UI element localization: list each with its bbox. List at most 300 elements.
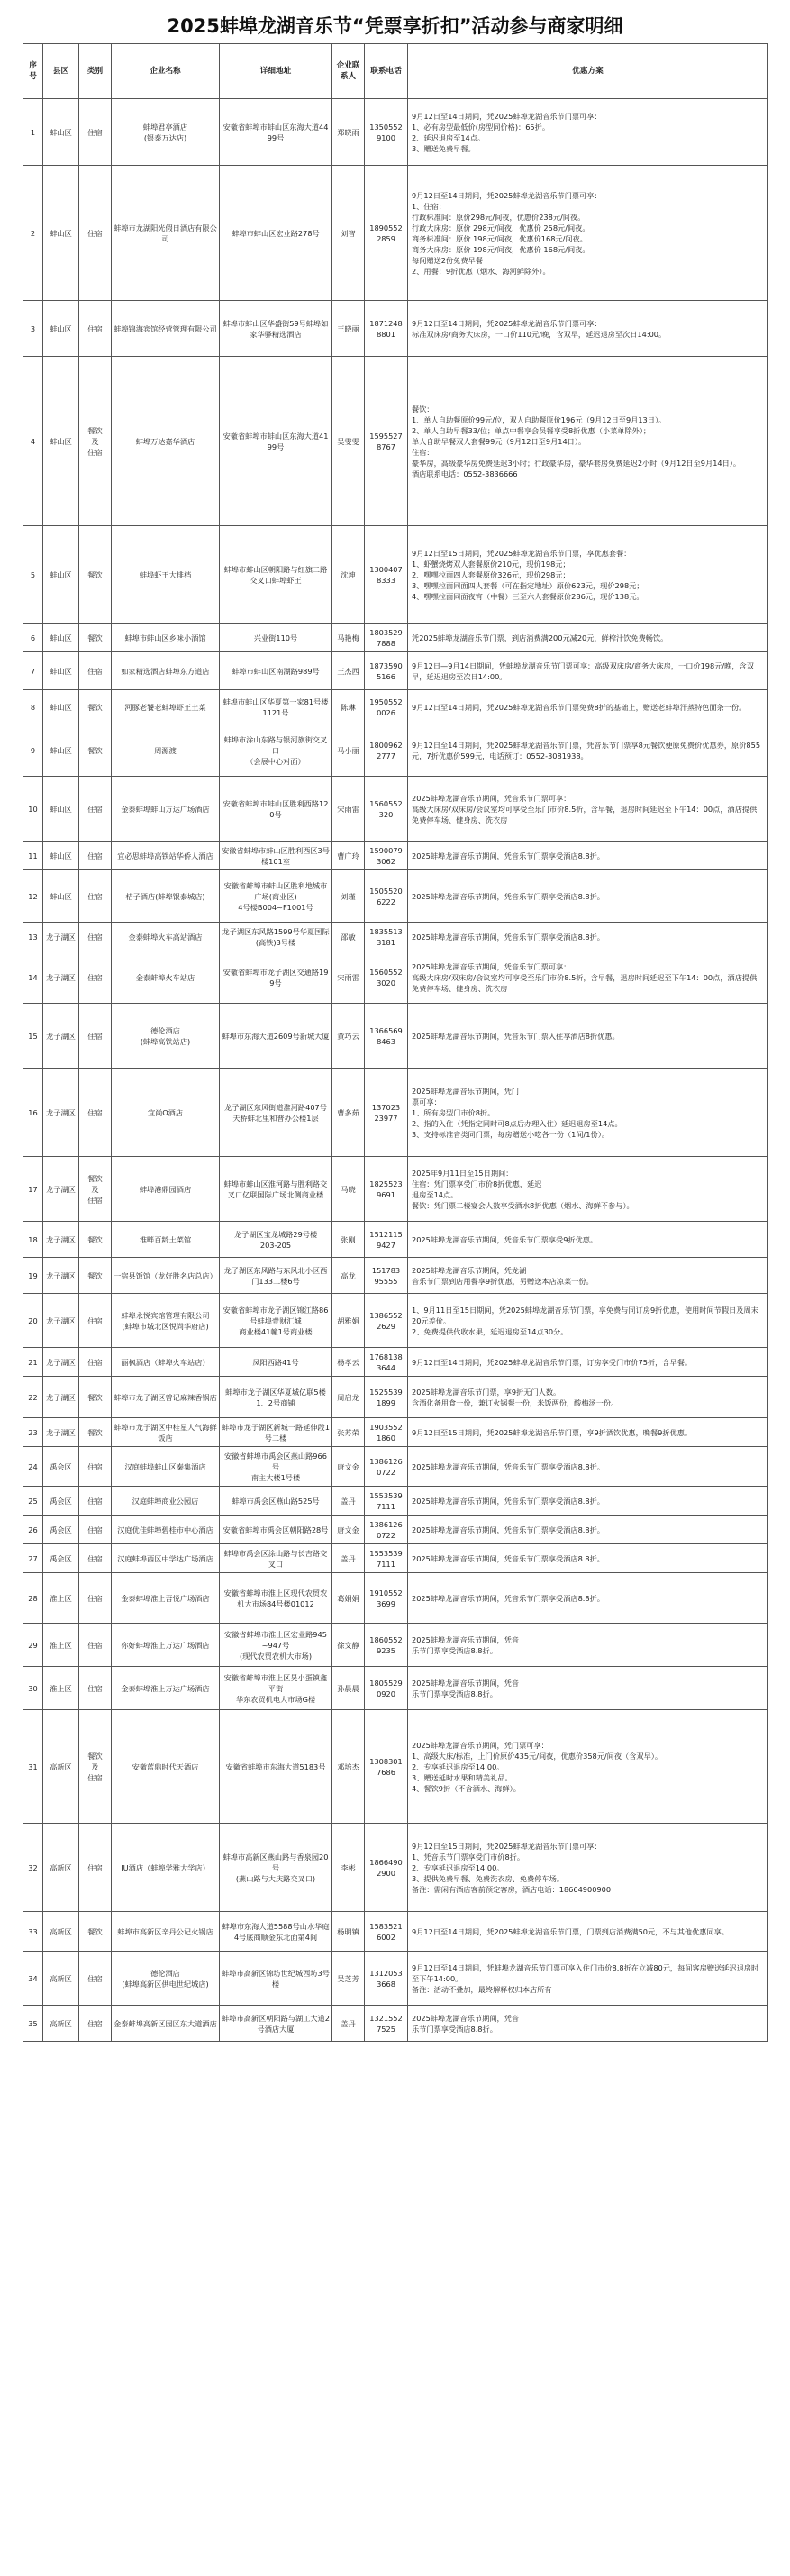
- row-address: 安徽省蚌埠市禹会区朝阳路28号: [220, 1516, 332, 1544]
- row-phone: 1903552 1860: [365, 1418, 408, 1447]
- row-plan: 2025蚌埠龙湖音乐节期间，凭音 乐节门票享受酒店8.8折。: [408, 1667, 768, 1710]
- row-district: 龙子湖区: [43, 1418, 79, 1447]
- row-no: 34: [23, 1952, 43, 2006]
- row-contact: 邵敏: [332, 923, 365, 951]
- row-contact: 王晓丽: [332, 301, 365, 357]
- row-plan: 2025蚌埠龙湖音乐节期间，凭音乐节门票享受酒店8.8折。: [408, 1516, 768, 1544]
- row-category: 餐饮 及 住宿: [79, 1157, 112, 1222]
- row-no: 6: [23, 624, 43, 652]
- table-row: [23, 1418, 768, 1447]
- table-row: [23, 1710, 768, 1824]
- row-name: 金泰蚌埠高新区园区东大道酒店: [112, 2006, 220, 2042]
- row-plan: 2025蚌埠龙湖音乐节期间，凭音乐节门票入住享酒店8折优惠。: [408, 1004, 768, 1069]
- row-category: 住宿: [79, 2006, 112, 2042]
- header-no: 序号: [23, 44, 43, 99]
- table-row: [23, 1222, 768, 1258]
- row-category: 住宿: [79, 951, 112, 1004]
- row-category: 住宿: [79, 842, 112, 870]
- row-phone: 1768138 3644: [365, 1348, 408, 1377]
- row-name: 蚌埠君亭酒店 (银泰万达店): [112, 99, 220, 166]
- row-address: 蚌埠市禹会区燕山路525号: [220, 1487, 332, 1516]
- table-row: [23, 1069, 768, 1157]
- row-category: 住宿: [79, 166, 112, 301]
- table-row: [23, 690, 768, 724]
- row-contact: 胡雅娟: [332, 1294, 365, 1348]
- table-row: [23, 1377, 768, 1418]
- row-name: 蚌埠市龙湖阳光假日酒店有限公司: [112, 166, 220, 301]
- row-district: 禹会区: [43, 1487, 79, 1516]
- row-category: 住宿: [79, 1294, 112, 1348]
- row-plan: 2025蚌埠龙湖音乐节期间，凭音乐节门票享受酒店8.8折。: [408, 1447, 768, 1487]
- row-contact: 陈琳: [332, 690, 365, 724]
- row-contact: 沈坤: [332, 526, 365, 624]
- row-plan: 2025蚌埠龙湖音乐节期间，凭音乐节门票享受酒店8.8折。: [408, 1487, 768, 1516]
- row-no: 3: [23, 301, 43, 357]
- row-contact: 李彬: [332, 1824, 365, 1912]
- row-district: 淮上区: [43, 1667, 79, 1710]
- table-row: [23, 1544, 768, 1573]
- row-phone: 1553539 7111: [365, 1487, 408, 1516]
- row-plan: 2025蚌埠龙湖音乐节门票，享9折无门人数。 含酒化备用食一份，兼订火锅餐一份，米饭两份，酸梅汤一份。: [408, 1377, 768, 1418]
- table-row: [23, 1573, 768, 1624]
- row-phone: 1386126 0722: [365, 1516, 408, 1544]
- row-phone: 1871248 8801: [365, 301, 408, 357]
- row-address: 蚌埠市蚌山区南湖路989号: [220, 652, 332, 690]
- row-plan: 9月12日至14日期间，凭2025蚌埠龙湖音乐节门票可享： 标准双床房/商务大床房，一口价110元/晚，含双早，延迟退房至次日14:00。: [408, 301, 768, 357]
- row-no: 31: [23, 1710, 43, 1824]
- row-category: 住宿: [79, 1667, 112, 1710]
- table-row: [23, 2006, 768, 2042]
- row-address: 安徽省蚌埠市蚌山区东海大道4199号: [220, 357, 332, 526]
- row-contact: 邓培杰: [332, 1710, 365, 1824]
- row-phone: 1950552 0026: [365, 690, 408, 724]
- header-phone: 联系电话: [365, 44, 408, 99]
- row-address: 蚌埠市高新区朝阳路与湖工大道2号酒店大厦: [220, 2006, 332, 2042]
- row-name: 蚌埠市龙子湖区曾记麻辣香锅店: [112, 1377, 220, 1418]
- row-category: 餐饮 及 住宿: [79, 357, 112, 526]
- row-phone: 1805529 0920: [365, 1667, 408, 1710]
- row-phone: 1525539 1899: [365, 1377, 408, 1418]
- row-plan: 2025蚌埠龙湖音乐节期间，凭音乐节门票可享： 高级大床房/双床房/会议室均可享受至乐门市价8.5折，含早餐，退房时间延迟至下午14：00点，酒店提供免费停车场、健身房、洗衣房: [408, 951, 768, 1004]
- table-row: [23, 526, 768, 624]
- row-contact: 徐文静: [332, 1624, 365, 1667]
- row-no: 20: [23, 1294, 43, 1348]
- row-contact: 唐文金: [332, 1447, 365, 1487]
- row-address: 安徽省蚌埠市龙子湖区锦江路86号蚌埠壹财汇城 商业楼41幢1号商业楼: [220, 1294, 332, 1348]
- row-name: 金泰蚌埠蚌山万达广场酒店: [112, 777, 220, 842]
- row-phone: 1505520 6222: [365, 870, 408, 923]
- row-no: 28: [23, 1573, 43, 1624]
- row-contact: 宋雨雷: [332, 951, 365, 1004]
- row-no: 10: [23, 777, 43, 842]
- row-address: 蚌埠市蚌山区宏业路278号: [220, 166, 332, 301]
- row-name: 淮畔百龄土菜馆: [112, 1222, 220, 1258]
- row-category: 餐饮: [79, 1377, 112, 1418]
- row-no: 21: [23, 1348, 43, 1377]
- header-row: [23, 44, 768, 99]
- row-district: 蚌山区: [43, 99, 79, 166]
- table-row: [23, 1348, 768, 1377]
- row-address: 蚌埠市蚌山区华盛街59号蚌埠如家华驿精选酒店: [220, 301, 332, 357]
- row-contact: 马艳梅: [332, 624, 365, 652]
- row-phone: 1386126 0722: [365, 1447, 408, 1487]
- header-plan: 优惠方案: [408, 44, 768, 99]
- header-district: 县区: [43, 44, 79, 99]
- row-plan: 2025蚌埠龙湖音乐节期间，凭门 票可享： 1、所有房型门市价8折。 2、指的入住（凭指定同时可8点后办理入住）延迟退房至14点。 3、支持标准音类同门票，每房赠送小吃各一份（1间/1份）。: [408, 1069, 768, 1157]
- row-plan: 2025蚌埠龙湖音乐节期间，凭音乐节门票享受酒店8.8折。: [408, 1573, 768, 1624]
- row-contact: 吴雯雯: [332, 357, 365, 526]
- row-category: 住宿: [79, 1487, 112, 1516]
- row-no: 19: [23, 1258, 43, 1294]
- row-phone: 1312053 3668: [365, 1952, 408, 2006]
- row-address: 安徽省蚌埠市蚌山区胜利西区3号楼101室: [220, 842, 332, 870]
- row-address: 蚌埠市蚌山区华夏第一家81号楼1121号: [220, 690, 332, 724]
- row-district: 蚌山区: [43, 842, 79, 870]
- row-district: 龙子湖区: [43, 951, 79, 1004]
- row-plan: 9月12日至14日期间，凭2025蚌埠龙湖音乐节门票可享： 1、住宿： 行政标准间：原价298元/间夜，优惠价238元/间夜。 行政大床房：原价 298元/间夜，优惠价 258元/间夜。 商务标准间：原价 198元/间夜，优惠价168元/间夜。 商务大床房：原价 198元/间夜，优惠价 168元/间夜。 每间赠送2份免费早餐 2、用餐：9折优惠（烟水、海河鲜除外）。: [408, 166, 768, 301]
- row-contact: 郑晓雨: [332, 99, 365, 166]
- row-contact: 宋雨雷: [332, 777, 365, 842]
- table-row: [23, 1952, 768, 2006]
- row-phone: 1300407 8333: [365, 526, 408, 624]
- row-district: 龙子湖区: [43, 1258, 79, 1294]
- header-name: 企业名称: [112, 44, 220, 99]
- row-address: 蚌埠市龙子湖区华夏城亿联5楼1、2号商铺: [220, 1377, 332, 1418]
- row-plan: 2025蚌埠龙湖音乐节期间，凭音乐节门票享受酒店8.8折。: [408, 1544, 768, 1573]
- row-plan: 2025蚌埠龙湖音乐节期间，凭音乐节门票享受酒店8.8折。: [408, 842, 768, 870]
- row-contact: 马小丽: [332, 724, 365, 777]
- row-category: 餐饮: [79, 1222, 112, 1258]
- row-name: 蚌埠万达嘉华酒店: [112, 357, 220, 526]
- row-district: 龙子湖区: [43, 1348, 79, 1377]
- row-district: 蚌山区: [43, 624, 79, 652]
- row-category: 住宿: [79, 777, 112, 842]
- row-phone: 1386552 2629: [365, 1294, 408, 1348]
- row-phone: 1800962 2777: [365, 724, 408, 777]
- row-address: 安徽省蚌埠市蚌山区东海大道4499号: [220, 99, 332, 166]
- row-address: 蚌埠市禹会区涂山路与长吉路交叉口: [220, 1544, 332, 1573]
- row-name: 蚌埠市高新区辛丹公记火锅店: [112, 1912, 220, 1952]
- row-address: 蚌埠市高新区锦坊世纪城西坊3号楼: [220, 1952, 332, 2006]
- table-row: [23, 1004, 768, 1069]
- row-category: 餐饮 及 住宿: [79, 1710, 112, 1824]
- row-plan: 2025年9月11日至15日期间： 住宿：凭门票享受门市价8折优惠，延迟 退房至14点。 餐饮：凭门票二楼宴会人数享受酒水8折优惠（烟水、海鲜不参与）。: [408, 1157, 768, 1222]
- row-no: 25: [23, 1487, 43, 1516]
- row-name: 你好蚌埠淮上万达广场酒店: [112, 1624, 220, 1667]
- row-district: 高新区: [43, 1912, 79, 1952]
- row-name: 金泰蚌埠淮上吾悦广场酒店: [112, 1573, 220, 1624]
- merchant-table: [23, 43, 768, 2042]
- row-phone: 1553539 7111: [365, 1544, 408, 1573]
- row-district: 禹会区: [43, 1447, 79, 1487]
- row-category: 住宿: [79, 652, 112, 690]
- row-plan: 9月12日至14日期间，凭2025蚌埠龙湖音乐节门票免费8折的基础上，赠送老蚌埠汗蒸特色面条一份。: [408, 690, 768, 724]
- row-contact: 杨孝云: [332, 1348, 365, 1377]
- row-address: 凤阳西路41号: [220, 1348, 332, 1377]
- row-plan: 2025蚌埠龙湖音乐节期间，凭音乐节门票享受酒店8.8折。: [408, 870, 768, 923]
- row-phone: 1583521 6002: [365, 1912, 408, 1952]
- table-row: [23, 357, 768, 526]
- row-district: 蚌山区: [43, 724, 79, 777]
- row-phone: 1866490 2900: [365, 1824, 408, 1912]
- row-district: 蚌山区: [43, 357, 79, 526]
- table-row: [23, 1667, 768, 1710]
- row-plan: 餐饮： 1、单人自助餐原价99元/位，双人自助餐原价196元（9月12日至9月13日）。 2、单人自助早餐33/位；单点中餐享会员餐享受8折优惠（小菜单除外）； 单人自助早餐双人套餐99元（9月12日至9月14日）。 住宿： 豪华房，高级豪华房免费延迟3小时；行政豪华房，豪华套房免费延迟2小时（9月12日至9月14日）。 酒店联系电话：0552-3836666: [408, 357, 768, 526]
- row-no: 4: [23, 357, 43, 526]
- row-name: 宜尚Ω酒店: [112, 1069, 220, 1157]
- row-category: 住宿: [79, 1348, 112, 1377]
- row-no: 30: [23, 1667, 43, 1710]
- row-name: 汉庭蚌埠蚌山区秦集酒店: [112, 1447, 220, 1487]
- row-phone: 1366569 8463: [365, 1004, 408, 1069]
- row-address: 安徽省蚌埠市淮上区宏业路945~947号 (现代农贸农机大市场): [220, 1624, 332, 1667]
- row-category: 餐饮: [79, 690, 112, 724]
- row-district: 龙子湖区: [43, 923, 79, 951]
- row-phone: 137023 23977: [365, 1069, 408, 1157]
- row-name: 蚌埠永悦宾馆管理有限公司 (蚌埠市城北区悦尚华府店): [112, 1294, 220, 1348]
- row-contact: 唐文金: [332, 1516, 365, 1544]
- row-name: 蚌埠虾王大排档: [112, 526, 220, 624]
- row-no: 12: [23, 870, 43, 923]
- row-plan: 2025蚌埠龙湖音乐节期间，凭音 乐节门票享受酒店8.8折。: [408, 1624, 768, 1667]
- row-plan: 9月12日至14日期间，凭2025蚌埠龙湖音乐节门票可享： 1、必有房型最低价(房型同价格)：65折。 2、延迟退房至14点。 3、赠送免费早餐。: [408, 99, 768, 166]
- row-name: 汉庭优佳蚌埠碧桂市中心酒店: [112, 1516, 220, 1544]
- row-category: 住宿: [79, 1952, 112, 2006]
- row-contact: 周启龙: [332, 1377, 365, 1418]
- row-contact: 黄巧云: [332, 1004, 365, 1069]
- row-district: 龙子湖区: [43, 1004, 79, 1069]
- row-address: 蚌埠市蚌山区朝阳路与红旗二路交叉口蚌埠虾王: [220, 526, 332, 624]
- row-plan: 1、9月11日至15日期间，凭2025蚌埠龙湖音乐节门票，享免费与同订房9折优惠，使用时间节假日及周末 20元差价。 2、免费提供代收水果，延迟退房至14点30分。: [408, 1294, 768, 1348]
- row-name: 丽枫酒店（蚌埠火车站店）: [112, 1348, 220, 1377]
- row-address: 蚌埠市东海大道2609号新城大厦: [220, 1004, 332, 1069]
- row-plan: 2025蚌埠龙湖音乐节期间，凭音 乐节门票享受酒店8.8折。: [408, 2006, 768, 2042]
- row-address: 兴业街110号: [220, 624, 332, 652]
- row-name: 如家精选酒店蚌埠东方道店: [112, 652, 220, 690]
- row-plan: 9月12日至14日期间，凭2025蚌埠龙湖音乐节门票，门票到店消费满50元，不与其他优惠同享。: [408, 1912, 768, 1952]
- row-name: 河豚老饕老蚌埠虾王土菜: [112, 690, 220, 724]
- table-row: [23, 923, 768, 951]
- row-address: 蚌埠市高新区燕山路与香泉园20号 (燕山路与大庆路交叉口): [220, 1824, 332, 1912]
- row-contact: 马晓: [332, 1157, 365, 1222]
- row-category: 住宿: [79, 301, 112, 357]
- table-row: [23, 1824, 768, 1912]
- table-row: [23, 1157, 768, 1222]
- row-no: 8: [23, 690, 43, 724]
- row-name: 德伦酒店 (蚌埠高新区供电世纪城店): [112, 1952, 220, 2006]
- row-plan: 9月12日至15日期间，凭2025蚌埠龙湖音乐节门票，享优惠套餐： 1、虾蟹烧烤双人套餐原价210元，现价198元； 2、嘿嘿拉面四人套餐原价326元，现价298元； 3、嘿嘿拉面同面四人套餐（可在指定地址）原价623元，现价298元； 4、嘿嘿拉面同面夜宵（中餐）三至六人套餐原价286元，现价138元。: [408, 526, 768, 624]
- row-district: 高新区: [43, 1824, 79, 1912]
- table-row: [23, 777, 768, 842]
- row-address: 蚌埠市东海大道5588号山水华庭 4号底商顺金东北面第4间: [220, 1912, 332, 1952]
- row-district: 蚌山区: [43, 166, 79, 301]
- row-name: 宜必思蚌埠高铁站华侨人酒店: [112, 842, 220, 870]
- row-district: 禹会区: [43, 1544, 79, 1573]
- row-category: 住宿: [79, 1824, 112, 1912]
- table-row: [23, 842, 768, 870]
- row-no: 13: [23, 923, 43, 951]
- row-plan: 9月12日—9月14日期间，凭蚌埠龙湖音乐节门票可享：高级双床房/商务大床房，一口价198元/晚，含双早，延迟退房至次日14:00。: [408, 652, 768, 690]
- row-category: 住宿: [79, 1624, 112, 1667]
- row-contact: 王杰西: [332, 652, 365, 690]
- row-district: 高新区: [43, 1710, 79, 1824]
- page-title: 2025蚌埠龙湖音乐节“凭票享折扣”活动参与商家明细: [167, 15, 623, 37]
- row-phone: 1350552 9100: [365, 99, 408, 166]
- row-phone: 1873590 5166: [365, 652, 408, 690]
- row-phone: 1890552 2859: [365, 166, 408, 301]
- row-category: 住宿: [79, 1004, 112, 1069]
- row-no: 11: [23, 842, 43, 870]
- row-name: 周源渡: [112, 724, 220, 777]
- table-row: [23, 99, 768, 166]
- row-address: 安徽省蚌埠市蚌山区胜利地城市广场(商业区) 4号楼B004~F1001号: [220, 870, 332, 923]
- row-address: 蚌埠市蚌山区淮河路与胜利路交叉口亿联国际广场北侧商业楼: [220, 1157, 332, 1222]
- table-row: [23, 301, 768, 357]
- row-category: 餐饮: [79, 624, 112, 652]
- row-plan: 9月12日至14日期间，凭蚌埠龙湖音乐节门票可享入住门市价8.8折在立减80元，每间客房赠送延迟退房时至下午14:00。 备注：活动不叠加，最终解释权归本店所有: [408, 1952, 768, 2006]
- row-district: 淮上区: [43, 1624, 79, 1667]
- row-name: 金泰蚌埠火车高站酒店: [112, 923, 220, 951]
- row-plan: 2025蚌埠龙湖音乐节期间，凭音乐节门票享受酒店8.8折。: [408, 923, 768, 951]
- row-phone: 1825523 9691: [365, 1157, 408, 1222]
- table-row: [23, 1447, 768, 1487]
- row-contact: 张苏荣: [332, 1418, 365, 1447]
- row-no: 2: [23, 166, 43, 301]
- row-address: 龙子湖区东风路1599号华夏国际(高铁)3号楼: [220, 923, 332, 951]
- table-row: [23, 870, 768, 923]
- row-name: 桔子酒店(蚌埠银泰城店): [112, 870, 220, 923]
- row-category: 住宿: [79, 1544, 112, 1573]
- row-category: 餐饮: [79, 1912, 112, 1952]
- row-plan: 9月12日至15日期间，凭2025蚌埠龙湖音乐节门票，享9折酒饮优惠，晚餐9折优惠。: [408, 1418, 768, 1447]
- row-contact: 曹广玲: [332, 842, 365, 870]
- row-contact: 张刚: [332, 1222, 365, 1258]
- row-no: 22: [23, 1377, 43, 1418]
- row-no: 5: [23, 526, 43, 624]
- row-district: 龙子湖区: [43, 1377, 79, 1418]
- row-address: 龙子湖区宝龙城路29号楼 203-205: [220, 1222, 332, 1258]
- table-row: [23, 1516, 768, 1544]
- row-no: 17: [23, 1157, 43, 1222]
- row-name: 安徽蓝鼎时代天酒店: [112, 1710, 220, 1824]
- header-category: 类别: [79, 44, 112, 99]
- row-phone: 1560552 320: [365, 777, 408, 842]
- row-address: 安徽省蚌埠市淮上区现代农贸农机大市场84号楼01012: [220, 1573, 332, 1624]
- header-address: 详细地址: [220, 44, 332, 99]
- row-contact: 盖丹: [332, 1544, 365, 1573]
- row-contact: 刘瑾: [332, 870, 365, 923]
- row-phone: 1803529 7888: [365, 624, 408, 652]
- row-no: 33: [23, 1912, 43, 1952]
- row-address: 安徽省蚌埠市禹会区燕山路966号 南主大楼1号楼: [220, 1447, 332, 1487]
- row-no: 26: [23, 1516, 43, 1544]
- row-category: 住宿: [79, 1516, 112, 1544]
- row-contact: 盖丹: [332, 2006, 365, 2042]
- row-category: 餐饮: [79, 1258, 112, 1294]
- row-phone: 1590079 3062: [365, 842, 408, 870]
- row-district: 高新区: [43, 2006, 79, 2042]
- row-contact: 杨明镇: [332, 1912, 365, 1952]
- row-category: 住宿: [79, 99, 112, 166]
- row-phone: 1860552 9235: [365, 1624, 408, 1667]
- row-contact: 葛娟娟: [332, 1573, 365, 1624]
- table-row: [23, 1258, 768, 1294]
- row-plan: 2025蚌埠龙湖音乐节期间，凭音乐节门票可享： 高级大床房/双床房/会议室均可享受至乐门市价8.5折，含早餐，退房时间延迟至下午14：00点，酒店提供免费停车场、健身房、洗衣房: [408, 777, 768, 842]
- table-row: [23, 1487, 768, 1516]
- row-category: 住宿: [79, 1447, 112, 1487]
- row-contact: 孙晨晨: [332, 1667, 365, 1710]
- row-no: 9: [23, 724, 43, 777]
- row-district: 龙子湖区: [43, 1294, 79, 1348]
- row-name: 金泰蚌埠淮上万达广场酒店: [112, 1667, 220, 1710]
- row-name: 德伦酒店 (蚌埠高铁站店): [112, 1004, 220, 1069]
- row-district: 蚌山区: [43, 652, 79, 690]
- row-no: 29: [23, 1624, 43, 1667]
- row-plan: 2025蚌埠龙湖音乐节期间，凭龙湖 音乐节门票到店用餐享9折优惠，另赠送本店凉菜一份。: [408, 1258, 768, 1294]
- table-row: [23, 1912, 768, 1952]
- row-name: 一宿县饭馆（龙好胜名店总店）: [112, 1258, 220, 1294]
- row-category: 住宿: [79, 870, 112, 923]
- row-name: 蚌埠港鼎园酒店: [112, 1157, 220, 1222]
- row-name: 蚌埠市龙子湖区中桂星人气海鲜饭店: [112, 1418, 220, 1447]
- row-district: 蚌山区: [43, 870, 79, 923]
- row-category: 住宿: [79, 1069, 112, 1157]
- row-name: IU酒店（蚌埠学雅大学店）: [112, 1824, 220, 1912]
- row-contact: 盖丹: [332, 1487, 365, 1516]
- row-contact: 高龙: [332, 1258, 365, 1294]
- table-row: [23, 724, 768, 777]
- row-plan: 2025蚌埠龙湖音乐节期间，凭门票可享： 1、高级大床/标准，上门价原价435元/间夜，优惠价358元/间夜（含双早）。 2、专享延迟退房至14:00。 3、赠送延时水果和精美礼品。 4、餐饮9折（不含酒水、海鲜）。: [408, 1710, 768, 1824]
- row-contact: 曹多茹: [332, 1069, 365, 1157]
- row-no: 23: [23, 1418, 43, 1447]
- row-district: 蚌山区: [43, 301, 79, 357]
- table-row: [23, 1294, 768, 1348]
- row-district: 淮上区: [43, 1573, 79, 1624]
- row-name: 汉庭蚌埠商业公园店: [112, 1487, 220, 1516]
- row-phone: 151783 95555: [365, 1258, 408, 1294]
- row-phone: 1308301 7686: [365, 1710, 408, 1824]
- row-district: 高新区: [43, 1952, 79, 2006]
- table-row: [23, 652, 768, 690]
- row-phone: 1560552 3020: [365, 951, 408, 1004]
- row-address: 龙子湖区东风路与东风北小区西门133二楼6号: [220, 1258, 332, 1294]
- row-no: 1: [23, 99, 43, 166]
- row-address: 安徽省蚌埠市东海大道5183号: [220, 1710, 332, 1824]
- row-category: 住宿: [79, 1573, 112, 1624]
- header-contact: 企业联系人: [332, 44, 365, 99]
- row-phone: 1512115 9427: [365, 1222, 408, 1258]
- row-name: 金泰蚌埠火车站店: [112, 951, 220, 1004]
- row-category: 餐饮: [79, 1418, 112, 1447]
- row-name: 蚌埠锦海宾馆经营管理有限公司: [112, 301, 220, 357]
- row-district: 蚌山区: [43, 777, 79, 842]
- table-row: [23, 166, 768, 301]
- row-district: 蚌山区: [43, 690, 79, 724]
- row-plan: 9月12日至14日期间，凭2025蚌埠龙湖音乐节门票，订房享受门市价75折，含早餐。: [408, 1348, 768, 1377]
- row-no: 32: [23, 1824, 43, 1912]
- row-name: 蚌埠市蚌山区乡味小酒馆: [112, 624, 220, 652]
- row-phone: 1835513 3181: [365, 923, 408, 951]
- row-district: 龙子湖区: [43, 1222, 79, 1258]
- row-no: 7: [23, 652, 43, 690]
- row-contact: 刘智: [332, 166, 365, 301]
- row-phone: 1910552 3699: [365, 1573, 408, 1624]
- row-category: 住宿: [79, 923, 112, 951]
- row-contact: 吴芝芳: [332, 1952, 365, 2006]
- row-district: 龙子湖区: [43, 1157, 79, 1222]
- row-district: 龙子湖区: [43, 1069, 79, 1157]
- row-address: 安徽省蚌埠市龙子湖区交通路199号: [220, 951, 332, 1004]
